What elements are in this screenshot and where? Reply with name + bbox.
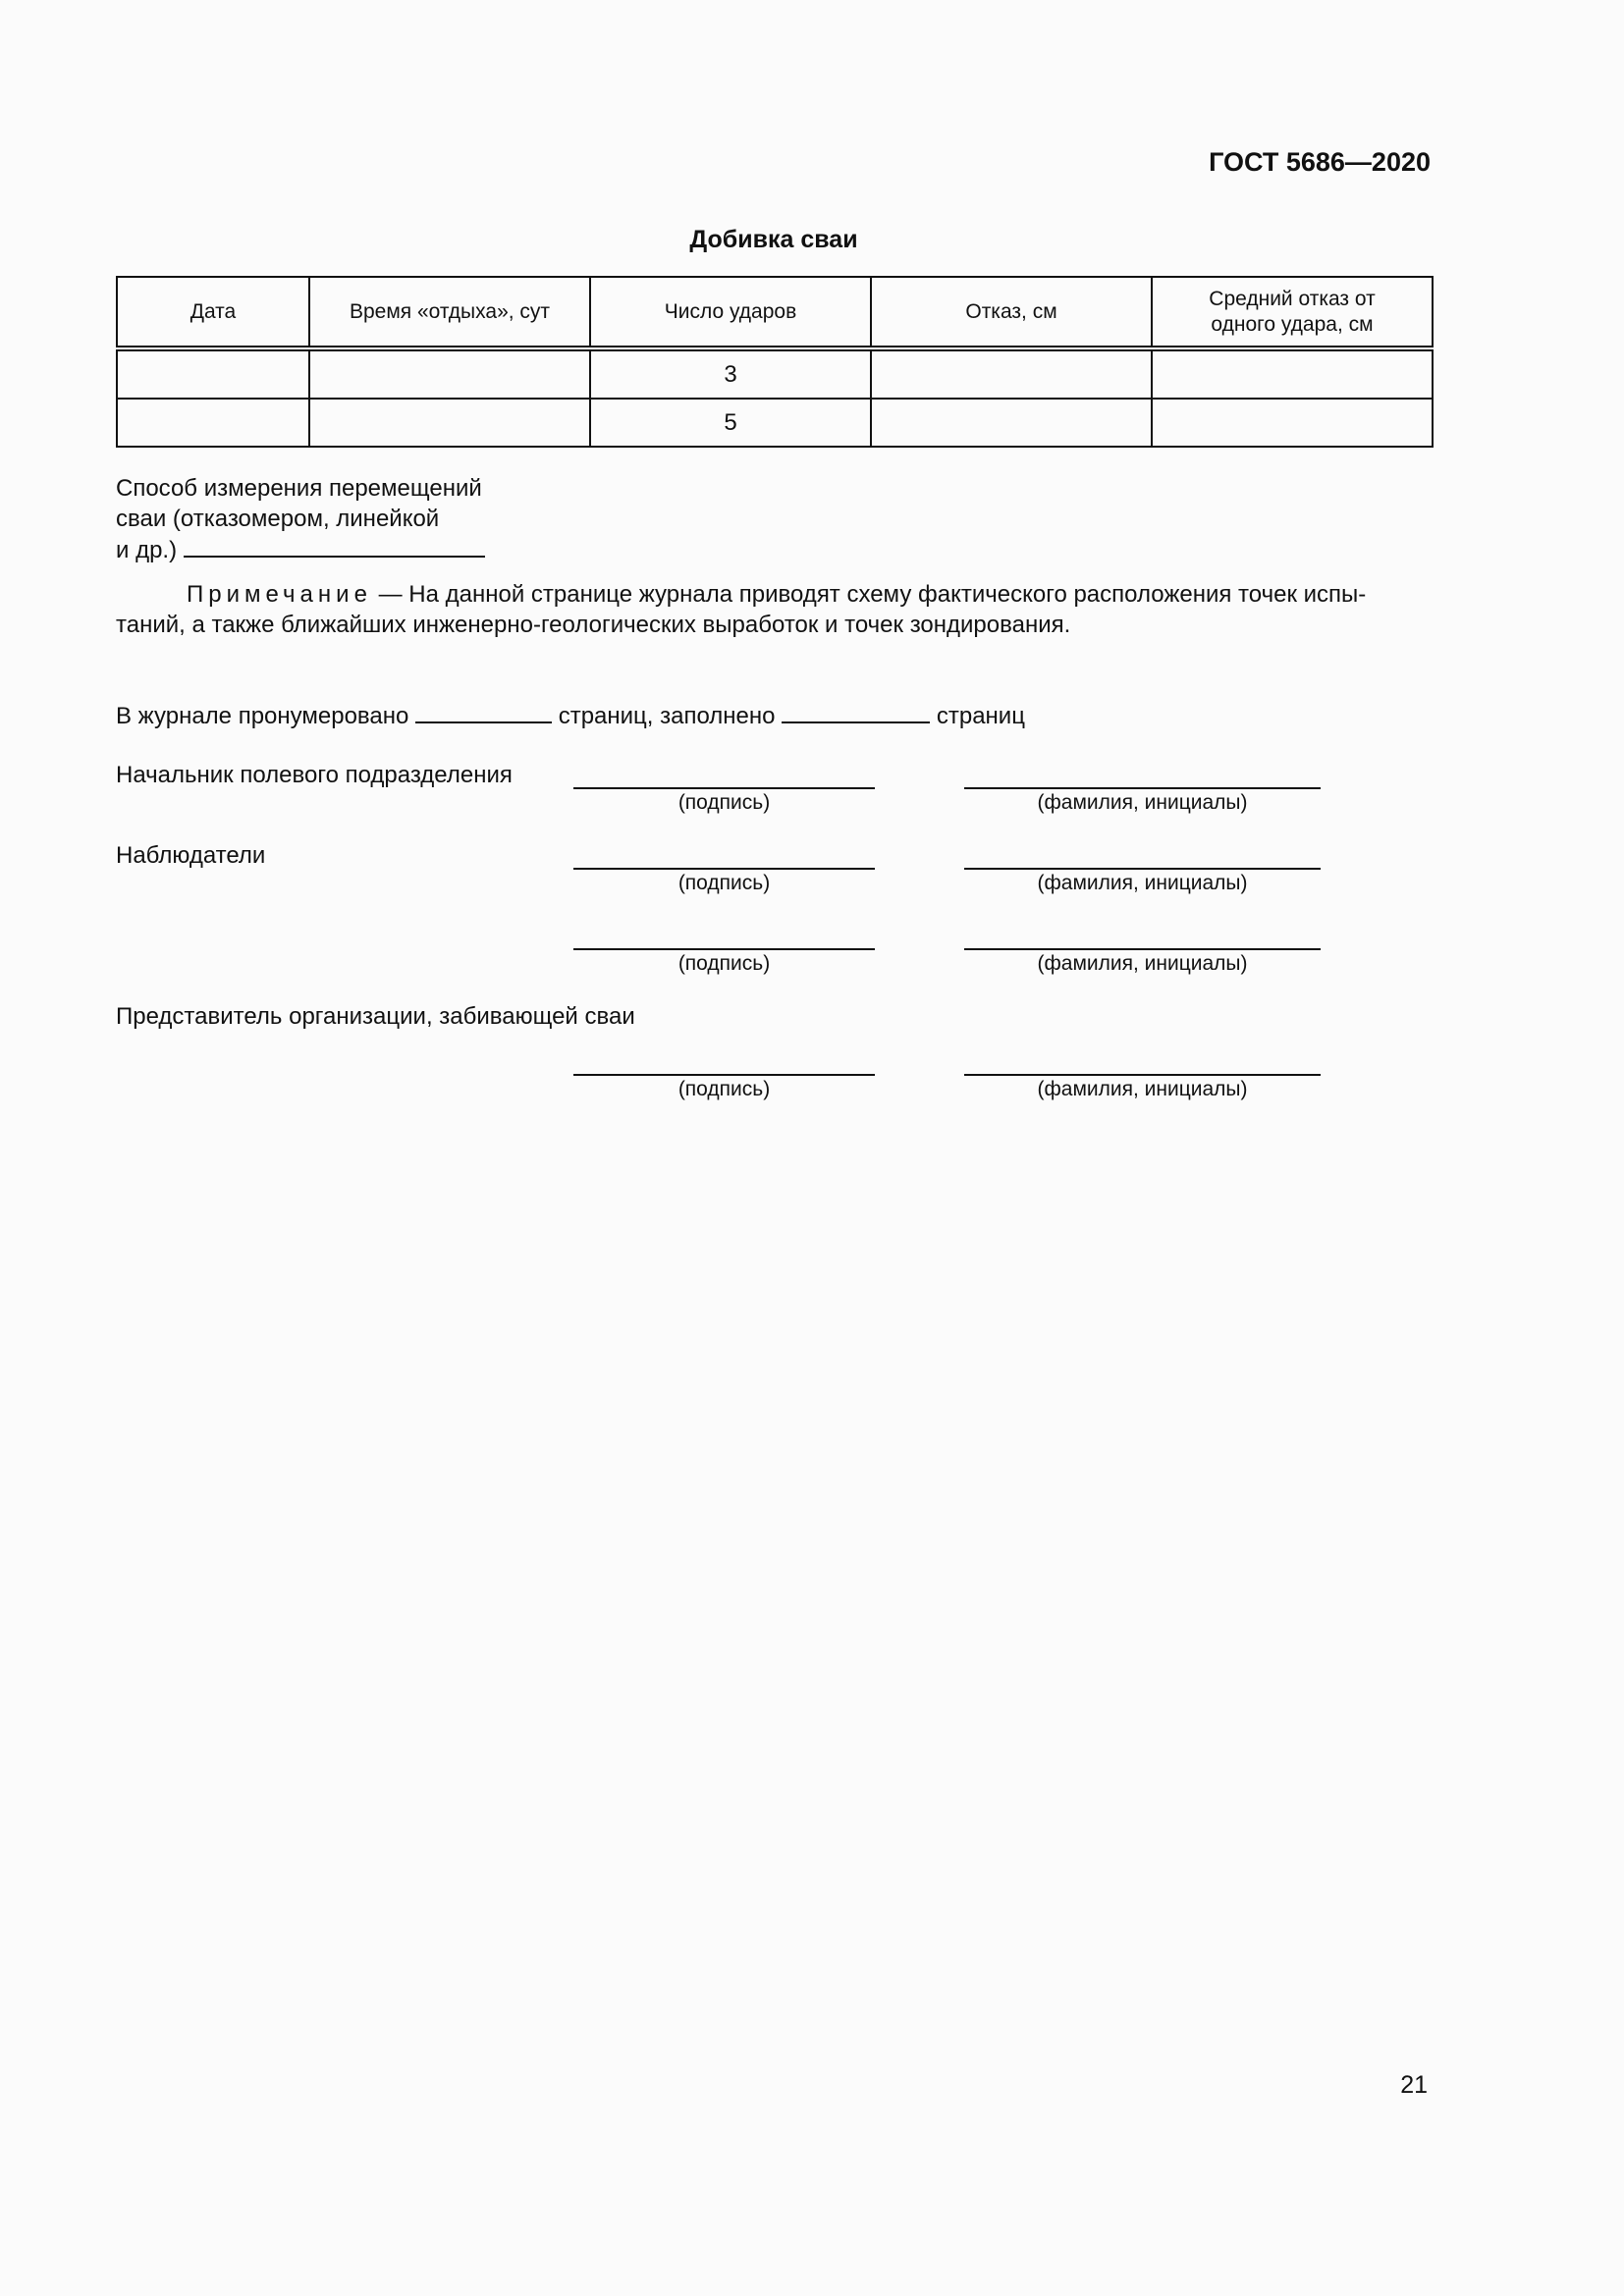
measurement-method: [116, 473, 528, 565]
note: [116, 579, 1432, 640]
table-cell: [309, 348, 590, 399]
numbered-pages-fill-line: [415, 700, 552, 723]
signature-caption: (подпись): [677, 872, 771, 894]
method-line-1: Способ измерения перемещений: [116, 475, 482, 502]
column-header-avg-refusal: Средний отказ от одного удара, см: [1152, 277, 1433, 348]
table-cell: [871, 348, 1152, 399]
note-text: На данной странице журнала приводят схему фактического расположения точек испы-: [408, 581, 1367, 608]
filled-pages-fill-line: [782, 700, 930, 723]
note-label: Примечание: [187, 581, 372, 608]
method-line-2: сваи (отказомером, линейкой: [116, 506, 440, 532]
table-cell: [117, 348, 309, 399]
signature-line: [573, 787, 875, 789]
note-text-continued: таний, а также ближайших инженерно-геологических выработок и точек зондирования.: [116, 612, 1071, 638]
role-representative: Представитель организации, забивающей сваи: [116, 1003, 635, 1030]
name-line: [964, 868, 1321, 870]
table-row: [117, 399, 1433, 447]
method-fill-line: [184, 534, 485, 558]
table-cell: [1152, 348, 1433, 399]
name-line: [964, 1074, 1321, 1076]
name-caption: (фамилия, инициалы): [1037, 791, 1248, 814]
name-caption: (фамилия, инициалы): [1037, 1078, 1248, 1100]
table-cell: [1152, 399, 1433, 447]
column-header-refusal: Отказ, см: [871, 277, 1152, 348]
name-line: [964, 948, 1321, 950]
role-chief: Начальник полевого подразделения: [116, 762, 513, 788]
column-header-rest-time: Время «отдыха», сут: [309, 277, 590, 348]
pile-driving-table: [116, 276, 1434, 448]
page-number: 21: [1400, 2071, 1428, 2099]
table-header-row: [117, 277, 1433, 348]
name-caption: (фамилия, инициалы): [1037, 952, 1248, 975]
table-cell: 3: [590, 348, 871, 399]
table-cell: [871, 399, 1152, 447]
signature-caption: (подпись): [677, 952, 771, 975]
table-cell: [309, 399, 590, 447]
role-observers: Наблюдатели: [116, 842, 266, 869]
signature-line: [573, 948, 875, 950]
table-title: Добивка сваи: [689, 226, 858, 253]
signature-caption: (подпись): [677, 791, 771, 814]
table-cell: [117, 399, 309, 447]
column-header-blow-count: Число ударов: [590, 277, 871, 348]
column-header-date: Дата: [117, 277, 309, 348]
signature-line: [573, 868, 875, 870]
document-id: ГОСТ 5686—2020: [1209, 147, 1431, 177]
table-cell: 5: [590, 399, 871, 447]
name-line: [964, 787, 1321, 789]
journal-text-2: страниц, заполнено: [558, 703, 776, 729]
note-dash: —: [378, 581, 403, 608]
method-line-3: и др.): [116, 537, 178, 563]
journal-page-count: [116, 700, 1432, 731]
signature-caption: (подпись): [677, 1078, 771, 1100]
journal-text-3: страниц: [936, 703, 1025, 729]
signature-line: [573, 1074, 875, 1076]
journal-text-1: В журнале пронумеровано: [116, 703, 409, 729]
table-row: [117, 348, 1433, 399]
name-caption: (фамилия, инициалы): [1037, 872, 1248, 894]
